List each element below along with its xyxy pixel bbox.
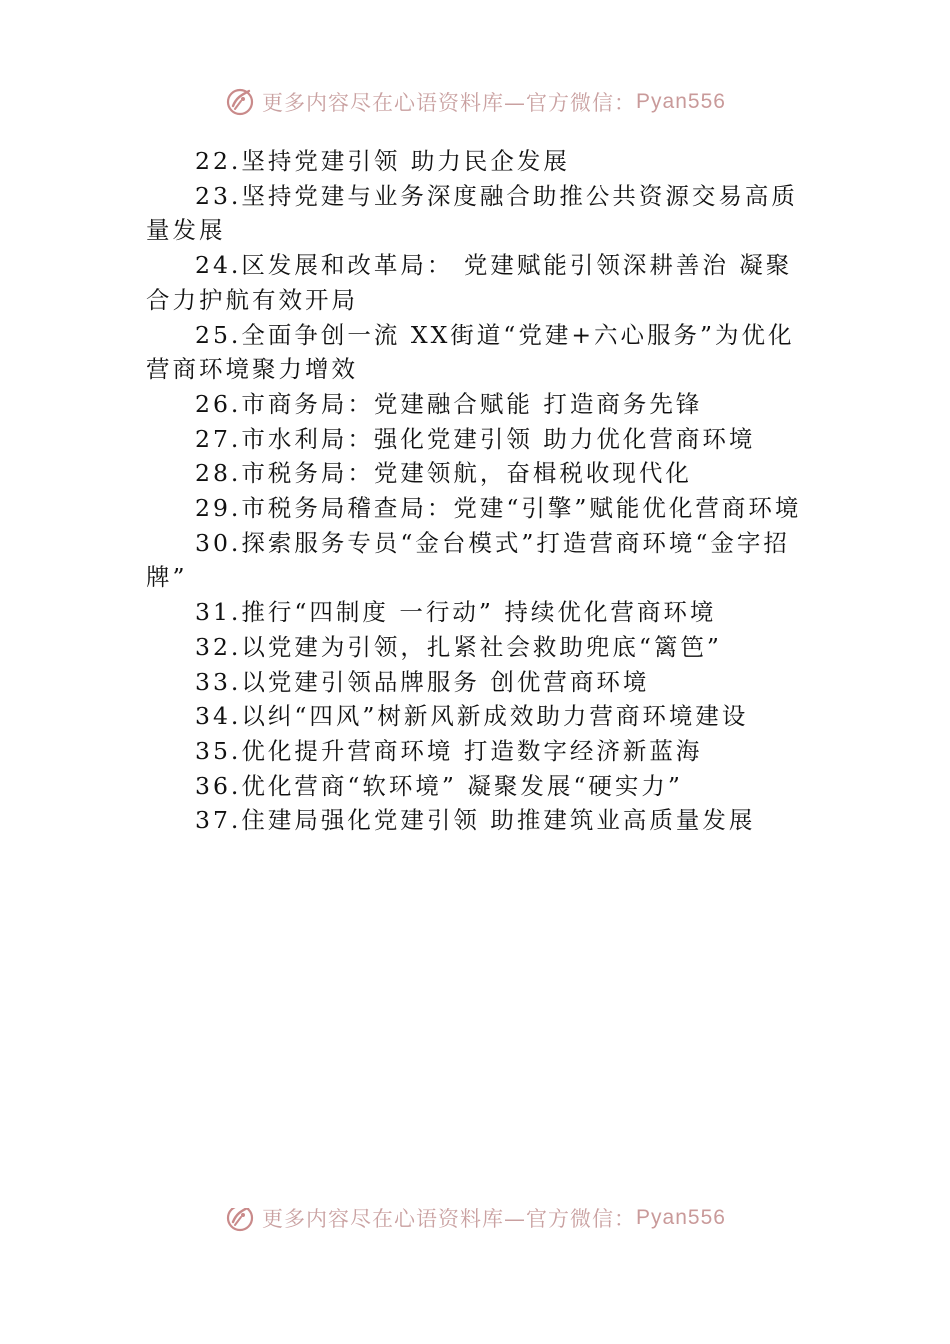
list-item: 29.市税务局稽查局：党建“引擎”赋能优化营商环境	[195, 494, 802, 523]
list-item: 37.住建局强化党建引领 助推建筑业高质量发展	[195, 806, 756, 835]
logo-icon	[224, 86, 256, 118]
logo-icon	[224, 1208, 256, 1234]
list-item: 31.推行“四制度 一行动” 持续优化营商环境	[195, 598, 717, 627]
list-item: 27.市水利局：强化党建引领 助力优化营商环境	[195, 424, 756, 453]
list-item: 23.坚持党建与业务深度融合助推公共资源交易高质量发展	[146, 181, 798, 245]
watermark-text: 更多内容尽在心语资料库—官方微信：	[262, 1208, 637, 1231]
list-item: 28.市税务局：党建领航，奋楫税收现代化	[195, 459, 692, 488]
watermark-text: 更多内容尽在心语资料库—官方微信：	[262, 91, 637, 115]
list-item: 25.全面争创一流 XX街道“党建+六心服务”为优化营商环境聚力增效	[146, 320, 795, 384]
list-item: 22.坚持党建引领 助力民企发展	[195, 147, 570, 175]
list-item: 24.区发展和改革局： 党建赋能引领深耕善治 凝聚合力护航有效开局	[146, 251, 793, 314]
header-watermark	[0, 86, 950, 118]
list-item: 30.探索服务专员“金台模式”打造营商环境“金字招牌”	[146, 528, 790, 592]
watermark-id: Pyan556	[636, 1208, 726, 1229]
watermark-id: Pyan556	[636, 90, 726, 113]
footer-watermark	[0, 1208, 950, 1234]
list-item: 36.优化营商“软环境” 凝聚发展“硬实力”	[195, 771, 683, 800]
list-item: 26.市商务局：党建融合赋能 打造商务先锋	[195, 389, 703, 418]
list-item: 35.优化提升营商环境 打造数字经济新蓝海	[195, 736, 703, 765]
list-item: 32.以党建为引领，扎紧社会救助兜底“篱笆”	[195, 632, 722, 661]
list-item: 34.以纠“四风”树新风新成效助力营商环境建设	[195, 702, 749, 731]
document-body	[146, 144, 808, 838]
list-item: 33.以党建引领品牌服务 创优营商环境	[195, 667, 650, 696]
